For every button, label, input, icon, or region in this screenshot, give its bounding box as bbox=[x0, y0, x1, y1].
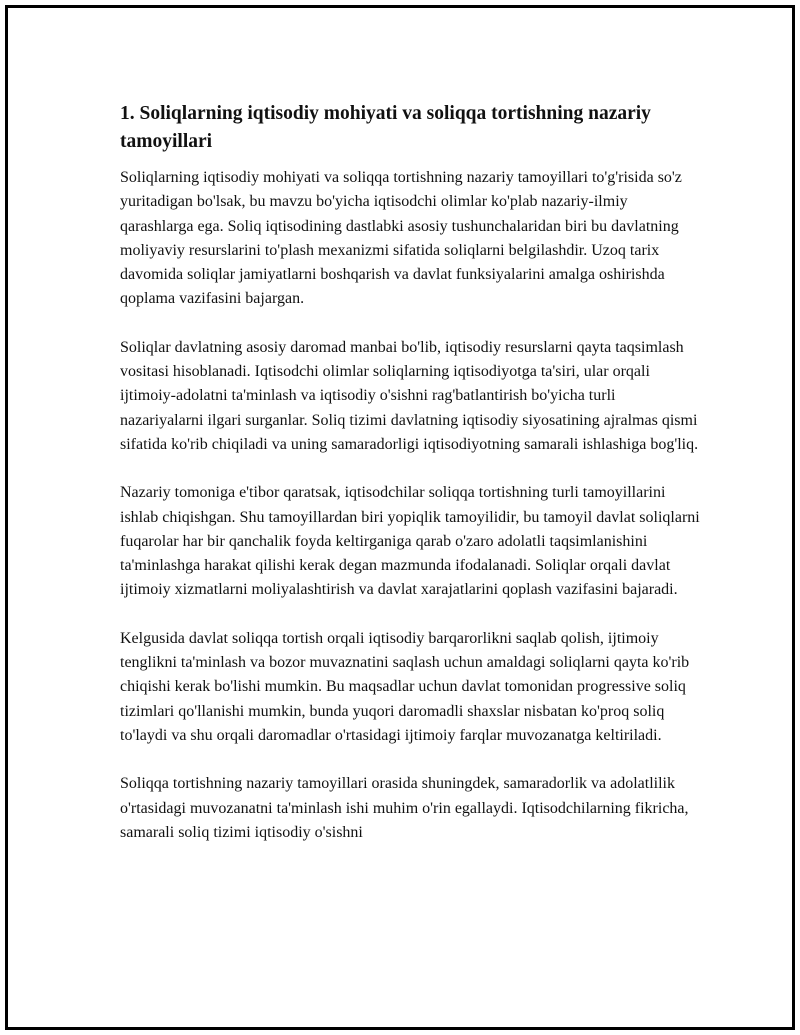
paragraph-5: Soliqqa tortishning nazariy tamoyillari orasida shuningdek, samaradorlik va adolatlilik o'rtasidagi muvozanatni ta'minlash ishi muhim o'rin egallaydi. Iqtisodchilarning fikricha, samarali soliq tizimi iqtisodiy o'sishni bbox=[120, 775, 689, 841]
document-page bbox=[5, 5, 795, 1030]
document-body bbox=[120, 100, 700, 869]
paragraph-2: Soliqlar davlatning asosiy daromad manbai bo'lib, iqtisodiy resurslarni qayta taqsimlash vositasi hisoblanadi. Iqtisodchi olimlar soliqlarning iqtisodiyotga ta'siri, ular orqali ijtimoiy-adolatni ta'minlash va iqtisodiy o'sishni rag'batlantirish bo'yicha turli nazariyalarni ilgari surganlar. Soliq tizimi davlatning iqtisodiy siyosatining ajralmas qismi sifatida ko'rib chiqiladi va uning samaradorligi iqtisodiyotning samarali ishlashiga bog'liq. bbox=[120, 338, 699, 453]
paragraph-4: Kelgusida davlat soliqqa tortish orqali iqtisodiy barqarorlikni saqlab qolish, ijtimoiy tenglikni ta'minlash va bozor muvaznatini saqlash uchun amaldagi soliqlarni qayta ko'rib chiqishi kerak bo'lishi mumkin. Bu maqsadlar uchun davlat tomonidan progressive soliq tizimlari qo'llanishi mumkin, bunda yuqori daromadli shaxslar nisbatan ko'proq soliq to'laydi va shu orqali daromadlar o'rtasidagi ijtimoiy farqlar muvozanatga keltiriladi. bbox=[120, 629, 690, 744]
paragraph-1: Soliqlarning iqtisodiy mohiyati va soliqqa tortishning nazariy tamoyillari to'g'risida so'z yuritadigan bo'lsak, bu mavzu bo'yicha iqtisodchi olimlar ko'plab nazariy-ilmiy qarashlarga ega. Soliq iqtisodining dastlabki asosiy tushunchalaridan biri bu davlatning moliyaviy resurslarini to'plash mexanizmi sifatida soliqlarni belgilashdir. Uzoq tarix davomida soliqlar jamiyatlarni boshqarish va davlat funksiyalarini amalga oshirishda qoplama vazifasini bajargan. bbox=[120, 169, 682, 308]
paragraph-3: Nazariy tomoniga e'tibor qaratsak, iqtisodchilar soliqqa tortishning turli tamoyillarini ishlab chiqishgan. Shu tamoyillardan biri yopiqlik tamoyilidir, bu tamoyil davlat soliqlarni fuqarolar har bir qanchalik foyda keltirganiga qarab o'zaro adolatli taqsimlanishini ta'minlashga harakat qilishi kerak degan mazmunda ifodalanadi. Soliqlar orqali davlat ijtimoiy xizmatlarni moliyalashtirish va davlat xarajatlarini qoplash vazifasini bajaradi. bbox=[120, 484, 700, 599]
section-heading: 1. Soliqlarning iqtisodiy mohiyati va soliqqa tortishning nazariy tamoyillari bbox=[120, 103, 651, 152]
